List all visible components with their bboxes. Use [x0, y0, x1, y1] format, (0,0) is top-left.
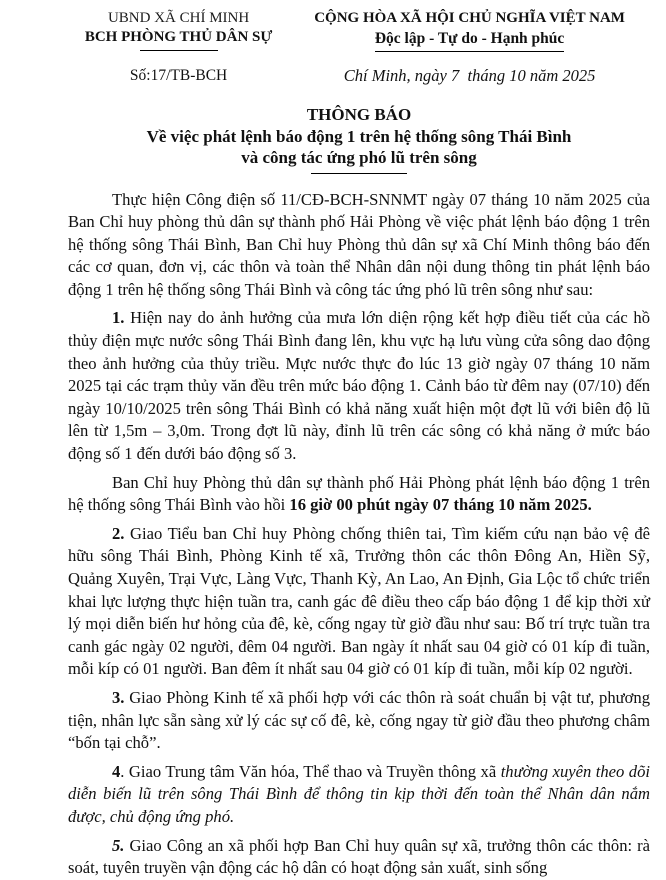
national-header-block [289, 9, 650, 86]
paragraph-item-3 [68, 687, 650, 755]
document-subject-line-2: và công tác ứng phó lũ trên sông [241, 148, 477, 167]
text-segment: thường xuyên theo dõi diễn biến lũ trên sông Thái Bình để thông tin kịp thời đến toàn thể Nhân dân nắm được, chủ động ứng phó. [68, 761, 650, 826]
text-segment: Thực hiện Công điện số 11/CĐ-BCH-SNNMT ngày 07 tháng 10 năm 2025 của Ban Chỉ huy phòng thủ dân sự thành phố Hải Phòng về việc phát lệnh báo động 1 trên hệ thống sông Thái Bình, Ban Chỉ huy Phòng thủ dân sự xã Chí Minh thông báo đến các cơ quan, đơn vị, các thôn và toàn thể Nhân dân nội dung thông tin phát lệnh báo động 1 trên hệ thống sông Thái Bình và công tác ứng phó lũ trên sông như sau: [68, 189, 650, 299]
issuing-agency-block [68, 9, 289, 85]
document-type-title: THÔNG BÁO [306, 105, 412, 124]
agency-underline [140, 50, 218, 51]
title-block [68, 104, 650, 174]
text-segment: Giao Phòng Kinh tế xã phối hợp với các thôn rà soát chuẩn bị vật tư, phương tiện, nhân lực sẵn sàng xử lý các sự cố đê, kè, cống ngay từ giờ đầu theo phương châm “bốn tại chỗ”. [68, 687, 650, 753]
text-segment: 5. [112, 835, 125, 855]
national-title: CỘNG HÒA XÃ HỘI CHỦ NGHĨA VIỆT NAM [314, 10, 625, 26]
title-underline [311, 173, 407, 174]
text-segment: 16 giờ 00 phút ngày 07 tháng 10 năm 2025. [289, 495, 592, 515]
text-segment: . Giao Trung tâm Văn hóa, Thể thao và Truyền thông xã [120, 761, 501, 781]
paragraph-intro [68, 189, 650, 302]
text-segment: 4 [112, 761, 121, 781]
paragraph-item-1 [68, 307, 650, 465]
document-body [68, 189, 650, 880]
paragraph-item-5 [68, 835, 650, 880]
text-segment: 1. [112, 308, 125, 328]
text-segment: 3. [112, 687, 125, 707]
document-subject-line-1: Về việc phát lệnh báo động 1 trên hệ thống sông Thái Bình [146, 126, 572, 146]
document-header [68, 9, 650, 86]
paragraph-announce [68, 472, 650, 517]
paragraph-item-2 [68, 523, 650, 681]
document-number: Số:17/TB-BCH [129, 67, 228, 84]
place-date-line: Chí Minh, ngày 7 tháng 10 năm 2025 [343, 66, 596, 85]
agency-name: BCH PHÒNG THỦ DÂN SỰ [84, 29, 273, 45]
text-segment: 2. [112, 523, 125, 543]
agency-parent-name: UBND XÃ CHÍ MINH [107, 10, 250, 26]
text-segment: Hiện nay do ảnh hưởng của mưa lớn diện rộng kết hợp điều tiết của các hồ thủy điện mực nước sông Thái Bình đang lên, khu vực hạ lưu vùng cửa sông dao động theo ảnh hưởng của thủy triều. Mực nước thực đo lúc 13 giờ ngày 07 tháng 10 năm 2025 tại các trạm thủy văn đều trên mức báo động 1. Cảnh báo từ đêm nay (07/10) đến ngày 10/10/2025 trên sông Thái Bình có khả năng xuất hiện một đợt lũ với biên độ lũ lên từ 1,5m – 3,0m. Trong đợt lũ này, đỉnh lũ trên các sông có khả năng ở mức báo động số 1 đến dưới báo động số 3. [68, 308, 650, 464]
text-segment: Ban Chỉ huy Phòng thủ dân sự thành phố Hải Phòng phát lệnh báo động 1 trên hệ thống sông Thái Bình vào hồi [68, 472, 650, 515]
text-segment: Giao Tiểu ban Chỉ huy Phòng chống thiên tai, Tìm kiếm cứu nạn bảo vệ đê hữu sông Thái Bình, Phòng Kinh tế xã, Trưởng thôn các thôn Đông An, Hiền Sỹ, Quảng Xuyên, Trại Vực, Làng Vực, Thanh Kỳ, An Lao, An Định, Gia Lộc tổ chức triển khai lực lượng thực hiện tuần tra, canh gác đê điều theo cấp báo động 1 để kịp thời xử lý mọi diễn biến hư hỏng của đê, kè, cống ngay từ giờ đầu như sau: Bố trí trực tuần tra canh gác ngày 02 người, đêm 04 người. Ban ngày ít nhất sau 04 giờ có 01 kíp đi tuần, mỗi kíp có 01 người. Ban đêm ít nhất sau 04 giờ có 01 kíp đi tuần, mỗi kíp 02 người. [68, 523, 650, 679]
paragraph-item-4 [68, 761, 650, 829]
national-motto: Độc lập - Tự do - Hạnh phúc [375, 30, 564, 52]
text-segment: Giao Công an xã phối hợp Ban Chỉ huy quân sự xã, trưởng thôn các thôn: rà soát, tuyên truyền vận động các hộ dân có hoạt động sản xuất, sinh sống [68, 835, 650, 878]
